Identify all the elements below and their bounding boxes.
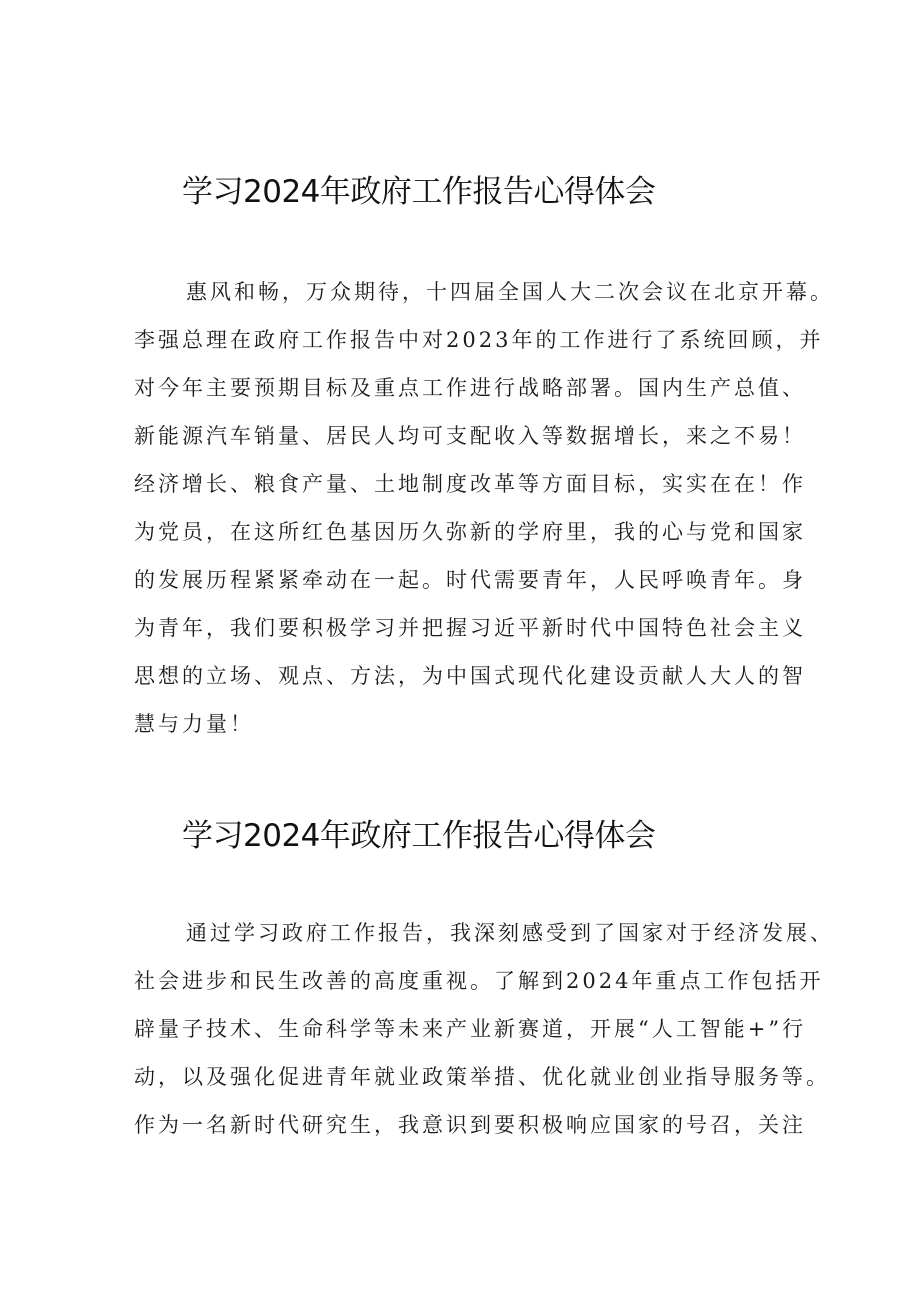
paragraph-line: 惠风和畅，万众期待，十四届全国人大二次会议在北京开幕。 — [186, 280, 834, 304]
paragraph-line: 新能源汽车销量、居民人均可支配收入等数据增长，来之不易！ — [134, 424, 806, 448]
paragraph-line: 社会进步和民生改善的高度重视。了解到2024年重点工作包括开 — [134, 969, 824, 993]
essay-section-2 — [0, 812, 920, 1137]
essay-body-2 — [134, 909, 834, 1149]
essay-title-1: 学习2024年政府工作报告心得体会 — [182, 174, 656, 210]
paragraph-line: 通过学习政府工作报告，我深刻感受到了国家对于经济发展、 — [186, 921, 834, 945]
paragraph-line: 思想的立场、观点、方法，为中国式现代化建设贡献人大人的智 — [134, 664, 806, 688]
paragraph-line: 动，以及强化促进青年就业政策举措、优化就业创业指导服务等。 — [134, 1065, 830, 1089]
essay-title-2: 学习2024年政府工作报告心得体会 — [182, 818, 656, 854]
paragraph-line: 李强总理在政府工作报告中对2023年的工作进行了系统回顾，并 — [134, 328, 824, 352]
essay-section-1 — [0, 168, 920, 736]
paragraph-line: 作为一名新时代研究生，我意识到要积极响应国家的号召，关注 — [134, 1113, 806, 1137]
essay-body-1 — [134, 268, 834, 748]
paragraph-line: 辟量子技术、生命科学等未来产业新赛道，开展“人工智能+”行 — [134, 1017, 807, 1041]
paragraph-line: 慧与力量！ — [134, 712, 254, 736]
paragraph-line: 为党员，在这所红色基因历久弥新的学府里，我的心与党和国家 — [134, 520, 806, 544]
paragraph-line: 为青年，我们要积极学习并把握习近平新时代中国特色社会主义 — [134, 616, 806, 640]
paragraph-line: 经济增长、粮食产量、土地制度改革等方面目标，实实在在！作 — [134, 472, 806, 496]
paragraph-line: 对今年主要预期目标及重点工作进行战略部署。国内生产总值、 — [134, 376, 806, 400]
paragraph-line: 的发展历程紧紧牵动在一起。时代需要青年，人民呼唤青年。身 — [134, 568, 806, 592]
